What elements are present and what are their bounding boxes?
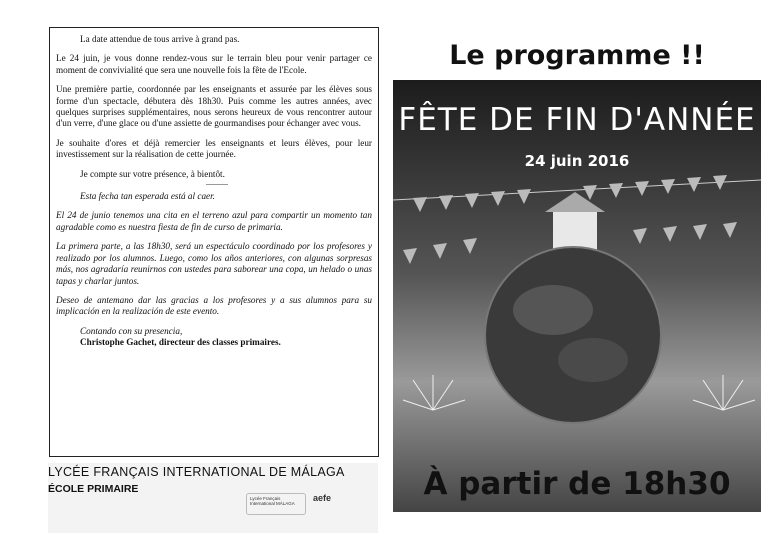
start-time: À partir de 18h30 <box>423 466 731 502</box>
school-name: LYCÉE FRANÇAIS INTERNATIONAL DE MÁLAGA <box>48 465 345 479</box>
aefe-logo: aefe <box>313 493 332 503</box>
school-logo: Lycée Français International MÁLAGA <box>246 493 306 515</box>
letter-p3: Une première partie, coordonnée par les enseignants et assurée par les élèves sous forme d'un spectacle, débutera dès 18h30. Puis comme les autres années, avec quelques surprises supplémentaires, nous serons heureux de vous rencontrer autour d'un verre, d'une glace ou d'une assiette de gourmandises pour échanger avec vous. <box>56 84 372 129</box>
poster-date: 24 juin 2016 <box>524 152 630 170</box>
letter <box>49 27 379 457</box>
signature: Christophe Gachet, directeur des classes primaires. <box>80 337 281 348</box>
signature-block <box>80 326 372 349</box>
letter-es4: Deseo de antemano dar las gracias a los profesores y a sus alumnos para su implicación en la realización de este evento. <box>56 294 372 317</box>
closing: Contando con su presencia, <box>80 325 183 336</box>
poster-illustration <box>393 80 761 512</box>
letter-es3: La primera parte, a las 18h30, será un espectáculo coordinado por los profesores y realizado por los alumnos. Luego, como los años anteriores, con algunas sorpresas más, nos agradaría reunirnos con ustedes para saborear una copa, un helado o unas tapas y charlar juntos. <box>56 241 372 286</box>
school-sub: ÉCOLE PRIMAIRE <box>48 483 139 495</box>
poster-title: FÊTE DE FIN D'ANNÉE <box>398 102 756 138</box>
poster <box>393 80 761 512</box>
program-heading: Le programme !! <box>449 40 705 71</box>
school-banner <box>48 463 378 533</box>
letter-p4: Je souhaite d'ores et déjà remercier les enseignants et leurs élèves, pour leur investissement sur la réalisation de cette journée. <box>56 137 372 160</box>
letter-p1: La date attendue de tous arrive à grand pas. <box>80 34 240 44</box>
letter-es1: Esta fecha tan esperada está al caer. <box>80 191 215 202</box>
separator <box>206 184 228 185</box>
letter-es2: El 24 de junio tenemos una cita en el terreno azul para compartir un momento tan agradable como es nuestra fiesta de fin de curso de primaria. <box>56 210 372 232</box>
letter-p2: Le 24 juin, je vous donne rendez-vous sur le terrain bleu pour venir partager ce moment de convivialité que sera une nouvelle fois la fête de l'Ecole. <box>56 53 372 75</box>
tower-roof <box>545 192 605 212</box>
letter-p5: Je compte sur votre présence, à bientôt. <box>80 168 225 179</box>
